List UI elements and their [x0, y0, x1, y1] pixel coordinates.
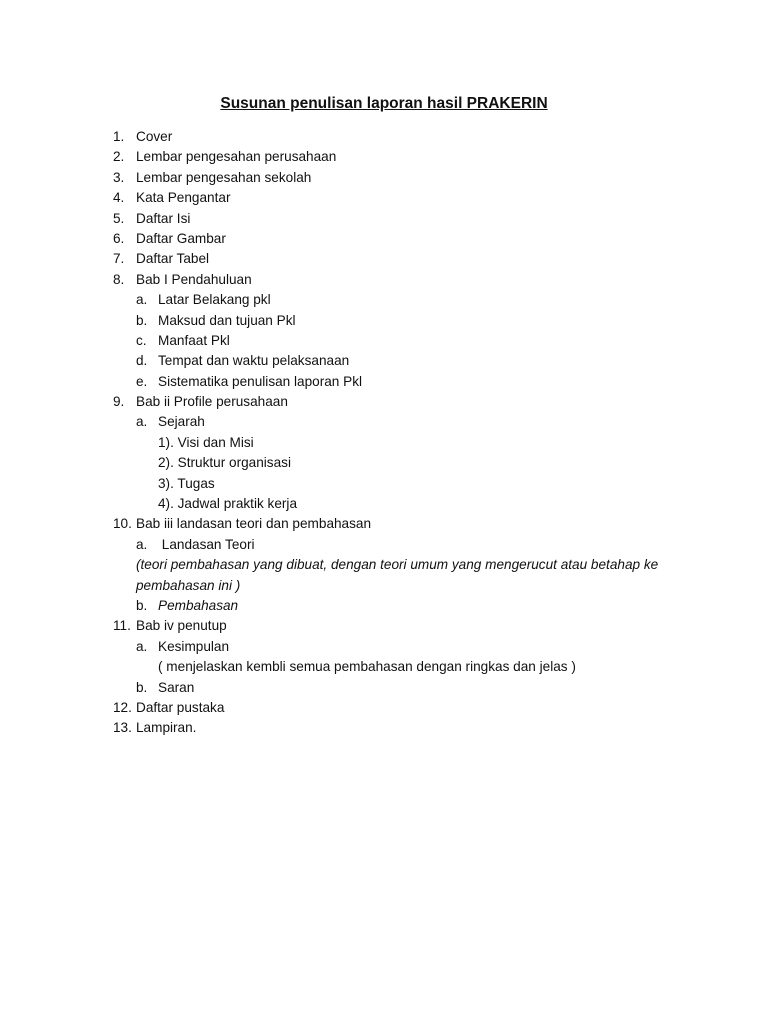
- item-text: Sejarah: [158, 414, 205, 430]
- list-item: [0, 392, 768, 412]
- item-number: 10.: [113, 516, 132, 532]
- note-text: [0, 657, 768, 677]
- item-text: Daftar Isi: [136, 210, 191, 226]
- note-text: [0, 555, 768, 575]
- item-text: 1). Visi dan Misi: [158, 434, 254, 450]
- item-number: 6.: [113, 230, 125, 246]
- list-subitem: [0, 290, 768, 310]
- list-subitem: [0, 331, 768, 351]
- item-number: a.: [136, 414, 148, 430]
- item-text: Sistematika penulisan laporan Pkl: [158, 373, 363, 389]
- item-number: 4.: [113, 190, 125, 206]
- list-item: [0, 249, 768, 269]
- list-subitem: [0, 412, 768, 432]
- list-item: [0, 127, 768, 147]
- list-item: [0, 168, 768, 188]
- item-text: Lembar pengesahan sekolah: [136, 169, 312, 185]
- list-item: [0, 718, 768, 738]
- item-text: (teori pembahasan yang dibuat, dengan teori umum yang mengerucut atau betahap ke: [136, 557, 659, 573]
- item-number: e.: [136, 373, 148, 389]
- list-item: [0, 616, 768, 636]
- item-text: Daftar Gambar: [136, 230, 226, 246]
- list-subitem: [0, 535, 768, 555]
- item-text: Pembahasan: [158, 597, 239, 613]
- list-item: [0, 270, 768, 290]
- list-subitem: [0, 637, 768, 657]
- item-text: Bab ii Profile perusahaan: [136, 394, 288, 410]
- page-title: Susunan penulisan laporan hasil PRAKERIN: [220, 95, 548, 112]
- note-text: [0, 576, 768, 596]
- list-subsubitem: [0, 433, 768, 453]
- item-text: 4). Jadwal praktik kerja: [158, 496, 298, 512]
- item-number: 5.: [113, 210, 125, 226]
- list-item: [0, 209, 768, 229]
- item-number: 3.: [113, 169, 125, 185]
- item-text: pembahasan ini ): [136, 577, 241, 593]
- outline-list: [0, 127, 768, 739]
- item-text: Lampiran.: [136, 720, 197, 736]
- item-number: 11.: [113, 618, 131, 634]
- item-text: 3). Tugas: [158, 475, 215, 491]
- item-number: 8.: [113, 271, 125, 287]
- item-text: Tempat dan waktu pelaksanaan: [158, 353, 350, 369]
- list-subitem: [0, 311, 768, 331]
- item-number: 2.: [113, 149, 125, 165]
- item-number: 1.: [113, 129, 125, 144]
- item-number: 13.: [113, 720, 132, 736]
- item-text: Manfaat Pkl: [158, 332, 230, 348]
- item-text: Daftar pustaka: [136, 699, 225, 715]
- item-text: Bab iii landasan teori dan pembahasan: [136, 516, 372, 532]
- list-item: [0, 698, 768, 718]
- list-subsubitem: [0, 453, 768, 473]
- list-item: [0, 147, 768, 167]
- item-text: Daftar Tabel: [136, 251, 210, 267]
- item-number: a.: [136, 536, 148, 552]
- item-text: Maksud dan tujuan Pkl: [158, 312, 296, 328]
- item-text: Kata Pengantar: [136, 190, 231, 206]
- item-number: a.: [136, 292, 148, 308]
- list-subitem: [0, 351, 768, 371]
- item-text: Landasan Teori: [158, 536, 255, 552]
- item-number: 9.: [113, 394, 125, 410]
- item-number: 12.: [113, 699, 132, 715]
- item-text: Latar Belakang pkl: [158, 292, 271, 308]
- item-number: a.: [136, 638, 148, 654]
- item-text: Kesimpulan: [158, 638, 230, 654]
- item-text: 2). Struktur organisasi: [158, 455, 291, 471]
- item-number: b.: [136, 312, 148, 328]
- list-item: [0, 229, 768, 249]
- list-subitem: [0, 596, 768, 616]
- item-number: b.: [136, 597, 148, 613]
- list-subitem: [0, 372, 768, 392]
- list-item: [0, 188, 768, 208]
- item-number: 7.: [113, 251, 125, 267]
- item-text: Lembar pengesahan perusahaan: [136, 149, 337, 165]
- item-text: Bab I Pendahuluan: [136, 271, 252, 287]
- item-number: b.: [136, 679, 148, 695]
- list-subsubitem: [0, 494, 768, 514]
- item-text: Bab iv penutup: [136, 618, 227, 634]
- item-number: d.: [136, 353, 148, 369]
- list-item: [0, 514, 768, 534]
- list-subsubitem: [0, 474, 768, 494]
- item-text: ( menjelaskan kembli semua pembahasan dengan ringkas dan jelas ): [158, 659, 576, 675]
- item-text: Saran: [158, 679, 195, 695]
- item-number: c.: [136, 332, 147, 348]
- item-text: Cover: [136, 129, 173, 144]
- list-subitem: [0, 678, 768, 698]
